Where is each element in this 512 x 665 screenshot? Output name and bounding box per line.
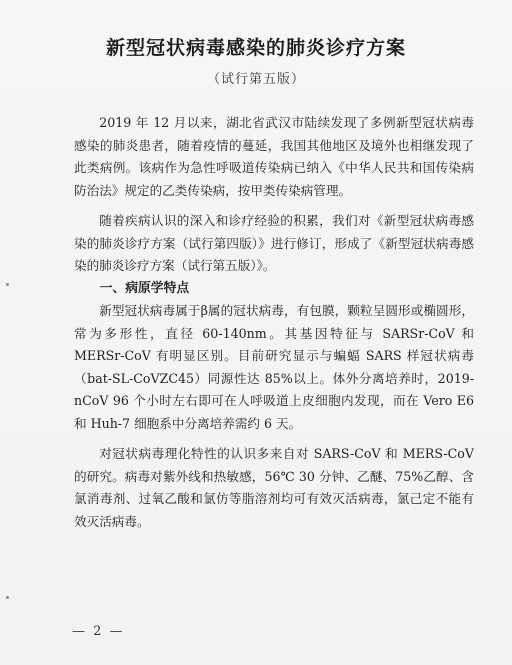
page-number: — 2 — [72, 624, 125, 639]
paragraph-physicochemical: 对冠状病毒理化特性的认识多来自对 SARS-CoV 和 MERS-CoV 的研究。病毒对紫外线和热敏感，56℃ 30 分钟、乙醚、75%乙醇、含氯消毒剂、过氧乙酸和氯仿等脂溶剂均可有效灭活病毒，氯己定不能有效灭活病毒。 [74, 446, 474, 529]
paragraph-revision: 随着疾病认识的深入和诊疗经验的积累，我们对《新型冠状病毒感染的肺炎诊疗方案（试行第四版）》进行修订，形成了《新型冠状病毒感染的肺炎诊疗方案（试行第五版）》。 [74, 213, 474, 273]
document-subtitle: （试行第五版） [206, 72, 305, 87]
binding-hole-mark [6, 596, 9, 599]
section-heading-etiology: 一、病原学特点 [99, 280, 190, 296]
paragraph-intro: 2019 年 12 月以来，湖北省武汉市陆续发现了多例新型冠状病毒感染的肺炎患者，随着疫情的蔓延，我国其他地区及境外也相继发现了此类病例。该病作为急性呼吸道传染病已纳入《中华人民共和国传染病防治法》规定的乙类传染病，按甲类传染病管理。 [74, 115, 474, 198]
binding-hole-mark [6, 283, 9, 286]
document-title: 新型冠状病毒感染的肺炎诊疗方案 [105, 37, 406, 59]
paragraph-virus-features: 新型冠状病毒属于β属的冠状病毒，有包膜，颗粒呈圆形或椭圆形，常为多形性，直径 60-140nm。其基因特征与 SARSr-CoV 和 MERSr-CoV 有明显区别。目前研究显示与蝙蝠 SARS 样冠状病毒（bat-SL-CoVZC45）同源性达 85%以上。体外分离培养时，2019-nCoV 96 个小时左右即可在人呼吸道上皮细胞内发现，而在 Vero E6 和 Huh-7 细胞系中分离培养需约 6 天。 [74, 303, 474, 431]
document-body [74, 112, 474, 533]
